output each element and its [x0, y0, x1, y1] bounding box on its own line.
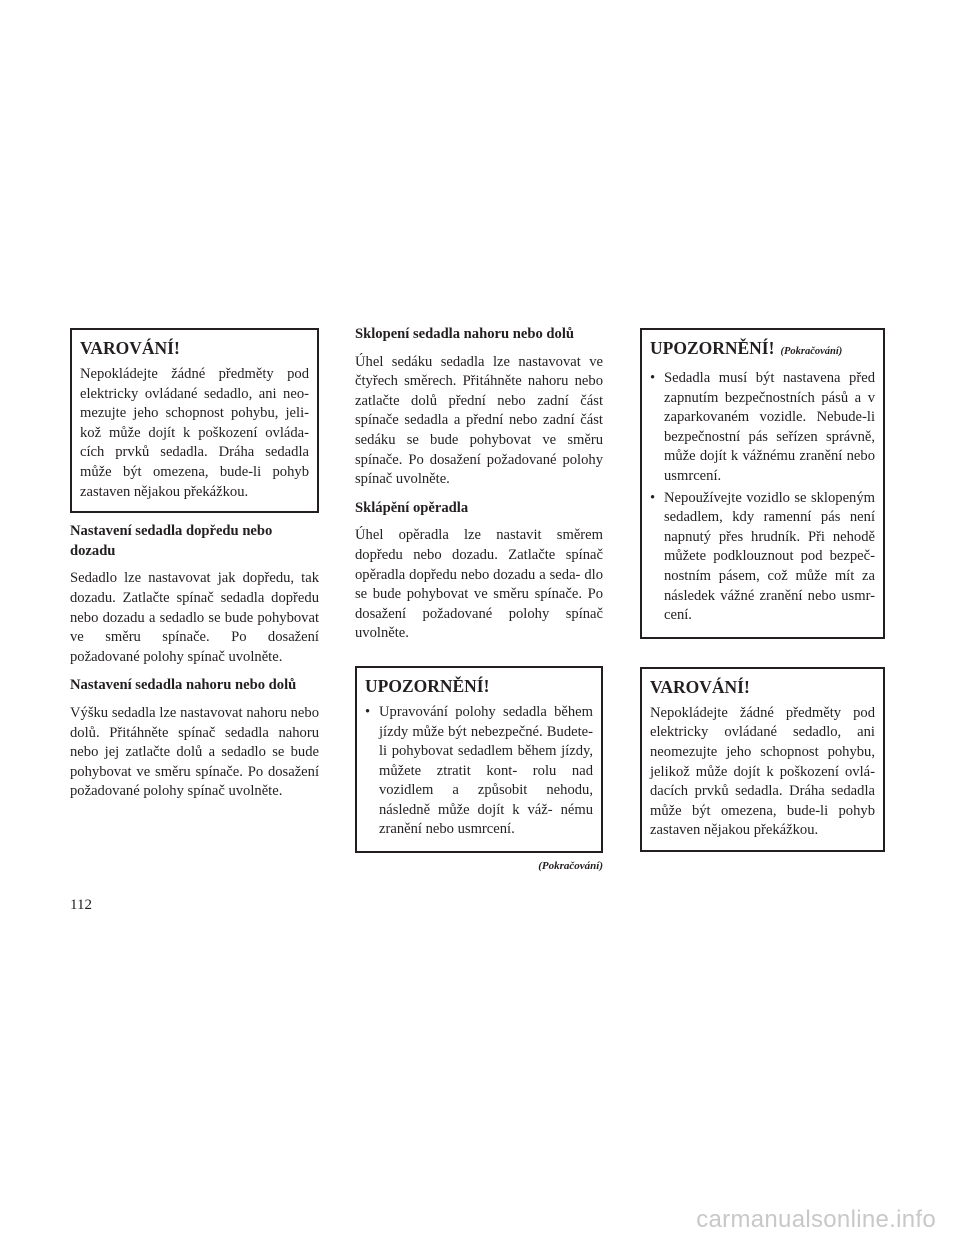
- caution-box: [355, 666, 603, 853]
- warning-title: VAROVÁNÍ!: [650, 676, 750, 697]
- caution-box-continued: [640, 328, 885, 639]
- warning-box: [70, 328, 319, 513]
- warning-box: [640, 667, 885, 852]
- section-heading: Sklápění opěradla: [355, 499, 469, 516]
- continued-note: (Pokračování): [538, 860, 603, 873]
- warning-text: Nepokládejte žádné předměty pod elektricky ovládané sedadlo, ani neomezujte jeho schopnost pohybu, jelikož může dojít k poškození ovlá- dacích prvků sedadla. Dráha sedadla může být omezena, bude-li pohyb zastaven nějakou překážkou.: [650, 704, 875, 839]
- column-middle: [355, 325, 603, 877]
- section-paragraph: Úhel opěradla lze nastavit směrem dopředu nebo dozadu. Zatlačte spínač opěradla dopředu nebo dozadu a seda- dlo se bude pohybovat ve směru spínače. Po dosažení požadované polohy spínač uvolněte.: [355, 527, 603, 642]
- page-number: 112: [70, 897, 92, 913]
- watermark: carmanualsonline.info: [696, 1206, 936, 1233]
- warning-title: VAROVÁNÍ!: [80, 338, 180, 358]
- caution-item: • Upravování polohy sedadla během jízdy může být nebezpečné. Budete-li pohybovat sedadlem během jízdy, můžete ztratit kont- rolu nad vozidlem a způsobit nehodu, následně může dojít k váž- nému zranění nebo usmrcení.: [365, 703, 593, 840]
- caution-item: • Sedadla musí být nastavena před zapnutím bezpečnostních pásů a v zaparkovaném vozidle. Nebude-li bezpečnostní pás seřízen správně, může dojít k vážnému zranění nebo usmrcení.: [650, 369, 875, 487]
- caution-list: [365, 703, 593, 840]
- caution-item: • Nepoužívejte vozidlo se sklopeným sedadlem, kdy ramenní pás není napnutý přes hrudník. Při nehodě můžete podklouznout pod bezpeč- nostním pásem, což může mít za následek vážné zranění nebo usmr- cení.: [650, 489, 875, 626]
- caution-list: [650, 369, 875, 626]
- caution-title-text: UPOZORNĚNÍ!: [650, 338, 775, 358]
- section-heading: Sklopení sedadla nahoru nebo dolů: [355, 326, 574, 342]
- section-paragraph: Sedadlo lze nastavovat jak dopředu, tak dozadu. Zatlačte spínač sedadla dopředu nebo dozadu a sedadlo se bude pohybovat ve směru spínače. Po dosažení požadované polohy spínač uvolněte.: [70, 570, 319, 665]
- column-right: [640, 328, 885, 852]
- section-heading: Nastavení sedadla dopředu nebo dozadu: [70, 523, 273, 559]
- warning-text: Nepokládejte žádné předměty pod elektricky ovládané sedadlo, ani neo- mezujte jeho schopnost pohybu, jeli- kož může dojít k poškození ovláda- cích prvků sedadla. Dráha sedadla může být omezena, bude-li pohyb zastaven nějakou překážkou.: [80, 366, 309, 500]
- caution-title: UPOZORNĚNÍ!: [365, 675, 490, 696]
- section-paragraph: Úhel sedáku sedadla lze nastavovat ve čtyřech směrech. Přitáhněte nahoru nebo zatlačte dolů přední nebo zadní část spínače sedadla a přední nebo zadní část sedáku se bude pohybovat ve směru spínače. Po dosažení požadované polohy spínač uvolněte.: [355, 353, 603, 488]
- section-paragraph: Výšku sedadla lze nastavovat nahoru nebo dolů. Přitáhněte spínač sedadla nahoru nebo jej zatlačte dolů a sedadlo se bude pohybovat ve směru spínače. Po dosažení požadované polohy spínač uvolněte.: [70, 704, 319, 800]
- caution-continued-label: (Pokračování): [780, 346, 843, 357]
- section-heading: Nastavení sedadla nahoru nebo dolů: [70, 677, 297, 694]
- column-left: [70, 328, 319, 810]
- caution-title: [650, 337, 875, 363]
